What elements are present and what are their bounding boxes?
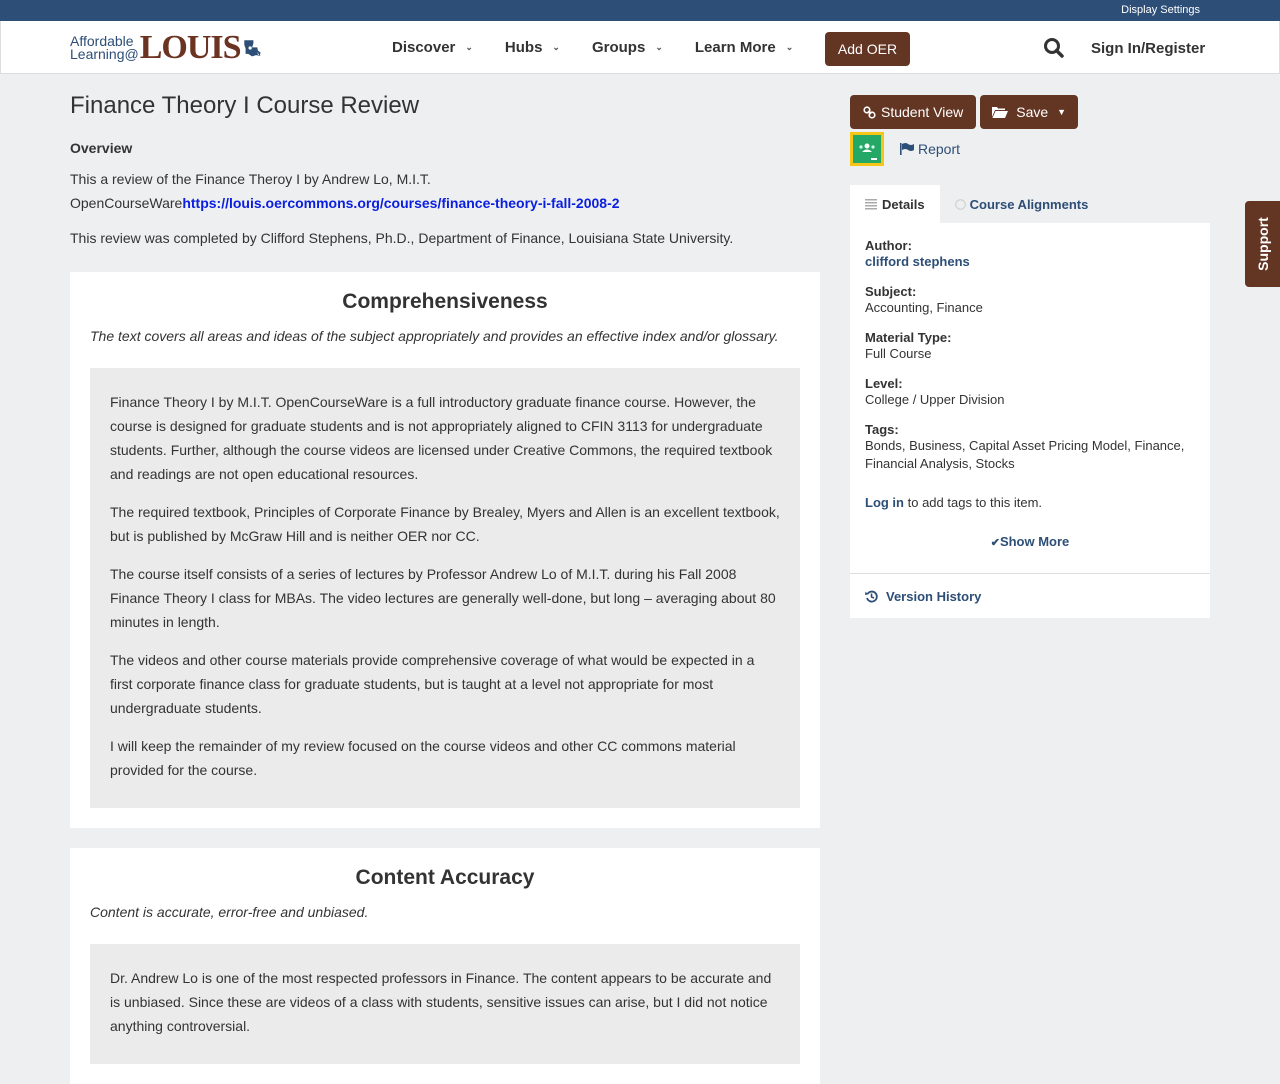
overview-heading: Overview — [70, 140, 133, 156]
report-link[interactable]: Report — [900, 141, 960, 157]
secondary-actions — [850, 132, 1210, 166]
primary-nav — [392, 21, 825, 74]
review-section-content-accuracy — [70, 848, 820, 1084]
resource-sidebar — [850, 95, 1210, 618]
chevron-down-icon: ⌄ — [552, 42, 560, 52]
action-buttons — [850, 95, 1210, 129]
review-paragraph: I will keep the remainder of my review focused on the course videos and other CC commons material provided for the course. — [110, 738, 736, 778]
review-paragraph: The course itself consists of a series of lectures by Professor Andrew Lo of M.I.T. during his Fall 2008 Finance Theory I class for MBAs. The video lectures are generally well-done, but long – averaging about 80 minutes in length. — [110, 566, 776, 630]
level-label: Level: — [865, 376, 903, 391]
course-link[interactable]: https://louis.oercommons.org/courses/finance-theory-i-fall-2008-2 — [182, 195, 620, 211]
top-utility-bar — [0, 0, 1280, 21]
chevron-down-icon: ✔ — [990, 537, 1000, 549]
section-title: Comprehensiveness — [342, 290, 548, 313]
logo-brand: LOUIS — [139, 29, 241, 66]
circle-icon — [955, 199, 966, 210]
author-label: Author: — [865, 238, 912, 253]
review-paragraph: Dr. Andrew Lo is one of the most respected professors in Finance. The content appears to be accurate and is unbiased. Since these are videos of a class with students, sensitive issues can arise, but I did not notice anything controversial. — [110, 970, 772, 1034]
main-content — [70, 74, 820, 1084]
add-oer-button[interactable]: Add OER — [825, 32, 910, 66]
sidebar-tabs — [850, 185, 1210, 223]
overview — [70, 167, 820, 250]
subject-value: Accounting, Finance — [865, 300, 983, 315]
list-icon — [865, 199, 877, 210]
login-to-tag: Log in to add tags to this item. — [865, 495, 1043, 510]
review-paragraph: Finance Theory I by M.I.T. OpenCourseWare is a full introductory graduate finance course. However, the course is designed for graduate students and is not appropriately aligned to CFIN 3113 for undergraduate students. Further, although the course videos are licensed under Creative Commons, the required textbook and readings are not open educational resources. — [110, 394, 773, 482]
review-section-comprehensiveness — [70, 272, 820, 828]
version-history-link[interactable]: Version History — [850, 573, 1210, 618]
nav-hubs[interactable]: Hubs ⌄ — [504, 39, 560, 56]
save-button[interactable]: Save ▼ — [980, 95, 1078, 129]
link-icon — [863, 106, 876, 119]
display-settings-link[interactable]: Display Settings — [1121, 4, 1200, 16]
material-type-label: Material Type: — [865, 330, 952, 345]
review-text-box — [90, 944, 800, 1064]
show-more-button[interactable]: ✔Show More — [990, 534, 1070, 549]
details-panel — [850, 223, 1210, 573]
author-link[interactable]: clifford stephens — [865, 254, 970, 269]
tab-details[interactable]: Details — [850, 185, 940, 223]
subject-label: Subject: — [865, 284, 917, 299]
tags-label: Tags: — [865, 422, 899, 437]
review-text-box — [90, 368, 800, 808]
site-logo[interactable] — [70, 29, 262, 67]
caret-down-icon: ▼ — [1057, 107, 1067, 117]
nav-discover[interactable]: Discover ⌄ — [392, 39, 473, 56]
section-criteria: The text covers all areas and ideas of the subject appropriately and provides an effective index and/or glossary. — [90, 328, 779, 344]
louisiana-map-icon — [243, 33, 262, 63]
overview-text: This a review of the Finance Theroy I by Andrew Lo, M.I.T. OpenCourseWarehttps://louis.oercommons.org/courses/finance-theory-i-fall-2008-2 — [70, 171, 620, 211]
search-icon[interactable] — [1043, 37, 1065, 59]
nav-groups[interactable]: Groups ⌄ — [591, 39, 663, 56]
google-classroom-button[interactable] — [850, 132, 884, 166]
page-title: Finance Theory I Course Review — [70, 92, 420, 119]
student-view-button[interactable]: Student View — [850, 95, 976, 129]
chevron-down-icon: ⌄ — [655, 42, 663, 52]
google-classroom-icon — [853, 135, 881, 163]
nav-learn-more[interactable]: Learn More ⌄ — [694, 39, 794, 56]
main-navbar — [0, 21, 1280, 74]
chevron-down-icon: ⌄ — [785, 42, 794, 52]
section-title: Content Accuracy — [355, 866, 535, 889]
material-type-value: Full Course — [865, 346, 932, 361]
review-paragraph: The videos and other course materials provide comprehensive coverage of what would be expected in a first corporate finance class for graduate students, but is taught at a level not appropriate for most undergraduate students. — [110, 652, 755, 716]
review-paragraph: The required textbook, Principles of Corporate Finance by Brealey, Myers and Allen is an excellent textbook, but is published by McGraw Hill and is neither OER nor CC. — [110, 504, 780, 544]
sign-in-register-link[interactable]: Sign In/Register — [1091, 40, 1206, 57]
tags-value: Bonds, Business, Capital Asset Pricing Model, Finance, Financial Analysis, Stocks — [865, 438, 1185, 471]
logo-text-small: Affordable Learning@ — [70, 33, 139, 62]
support-tab[interactable]: Support — [1245, 201, 1280, 287]
tab-course-alignments[interactable]: Course Alignments — [940, 185, 1104, 223]
level-value: College / Upper Division — [865, 392, 1005, 407]
section-criteria: Content is accurate, error-free and unbiased. — [90, 904, 369, 920]
folder-open-icon — [992, 106, 1008, 118]
history-icon — [865, 590, 878, 603]
chevron-down-icon: ⌄ — [465, 42, 473, 52]
login-link[interactable]: Log in — [865, 495, 904, 510]
review-author-note: This review was completed by Clifford Stephens, Ph.D., Department of Finance, Louisiana State University. — [70, 230, 734, 246]
flag-icon — [900, 143, 914, 155]
